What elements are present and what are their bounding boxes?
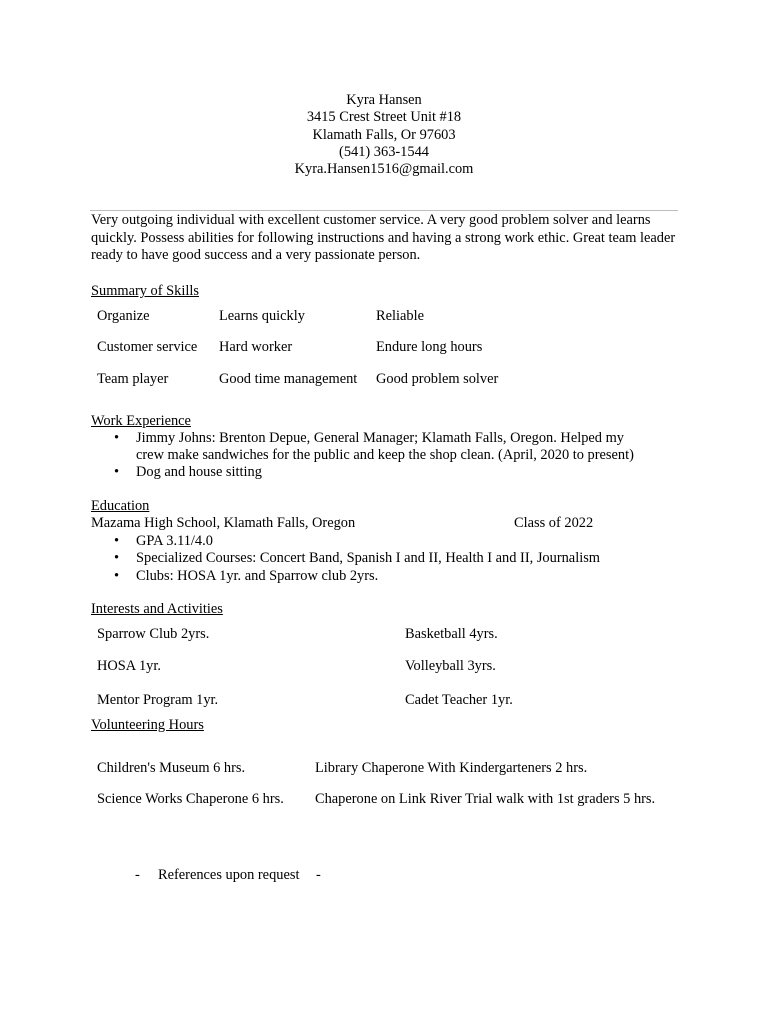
volunteer-cell: Children's Museum 6 hrs. bbox=[97, 760, 246, 776]
contact-header bbox=[0, 92, 768, 178]
resume-name: Kyra Hansen bbox=[346, 92, 422, 108]
interest-cell: Cadet Teacher 1yr. bbox=[405, 692, 513, 708]
work-item-line: • Jimmy Johns: Brenton Depue, General Manager; Klamath Falls, Oregon. Helped my bbox=[136, 430, 624, 447]
volunteer-cell: Science Works Chaperone 6 hrs. bbox=[97, 791, 284, 807]
work-item-line: crew make sandwiches for the public and keep the shop clean. (April, 2020 to present) bbox=[136, 447, 634, 463]
education-item: • Clubs: HOSA 1yr. and Sparrow club 2yrs. bbox=[136, 568, 378, 585]
class-year: Class of 2022 bbox=[514, 515, 594, 531]
skill-cell: Hard worker bbox=[219, 339, 293, 355]
interests-heading: Interests and Activities bbox=[91, 601, 223, 617]
skill-cell: Customer service bbox=[97, 339, 198, 355]
skill-cell: Learns quickly bbox=[219, 308, 305, 324]
skill-cell: Endure long hours bbox=[376, 339, 483, 355]
email-address: Kyra.Hansen1516@gmail.com bbox=[294, 161, 474, 178]
skills-heading: Summary of Skills bbox=[91, 283, 199, 299]
volunteer-cell: Chaperone on Link River Trial walk with 1st graders 5 hrs. bbox=[315, 791, 656, 807]
skill-cell: Good time management bbox=[219, 371, 358, 387]
education-item: • GPA 3.11/4.0 bbox=[136, 533, 213, 550]
references-dash-left: - bbox=[135, 867, 140, 883]
phone-number: (541) 363-1544 bbox=[339, 143, 429, 160]
objective-paragraph: Very outgoing individual with excellent customer service. A very good problem solver and learns quickly. Possess abilities for following instructions and having a strong work ethic. Great team leader ready to have good success and a very passionate person. bbox=[91, 212, 676, 263]
references-text: References upon request bbox=[158, 867, 300, 883]
volunteer-cell: Library Chaperone With Kindergarteners 2 hrs. bbox=[315, 760, 588, 776]
education-heading: Education bbox=[91, 498, 150, 514]
education-item: • Specialized Courses: Concert Band, Spanish I and II, Health I and II, Journalism bbox=[136, 550, 600, 567]
interest-cell: Volleyball 3yrs. bbox=[405, 658, 496, 674]
work-heading: Work Experience bbox=[91, 413, 191, 429]
header-divider bbox=[90, 210, 678, 211]
school-name: Mazama High School, Klamath Falls, Oregon bbox=[91, 515, 356, 531]
interest-cell: Mentor Program 1yr. bbox=[97, 692, 219, 708]
skill-cell: Organize bbox=[97, 308, 150, 324]
skill-cell: Team player bbox=[97, 371, 169, 387]
work-item-line: • Dog and house sitting bbox=[136, 464, 262, 481]
volunteering-heading: Volunteering Hours bbox=[91, 717, 204, 733]
skill-cell: Good problem solver bbox=[376, 371, 499, 387]
skill-cell: Reliable bbox=[376, 308, 424, 324]
interest-cell: Sparrow Club 2yrs. bbox=[97, 626, 210, 642]
street-address: 3415 Crest Street Unit #18 bbox=[306, 109, 462, 126]
references-dash-right: - bbox=[316, 867, 321, 883]
interest-cell: HOSA 1yr. bbox=[97, 658, 161, 674]
interest-cell: Basketball 4yrs. bbox=[405, 626, 498, 642]
city-state-zip: Klamath Falls, Or 97603 bbox=[312, 126, 456, 143]
